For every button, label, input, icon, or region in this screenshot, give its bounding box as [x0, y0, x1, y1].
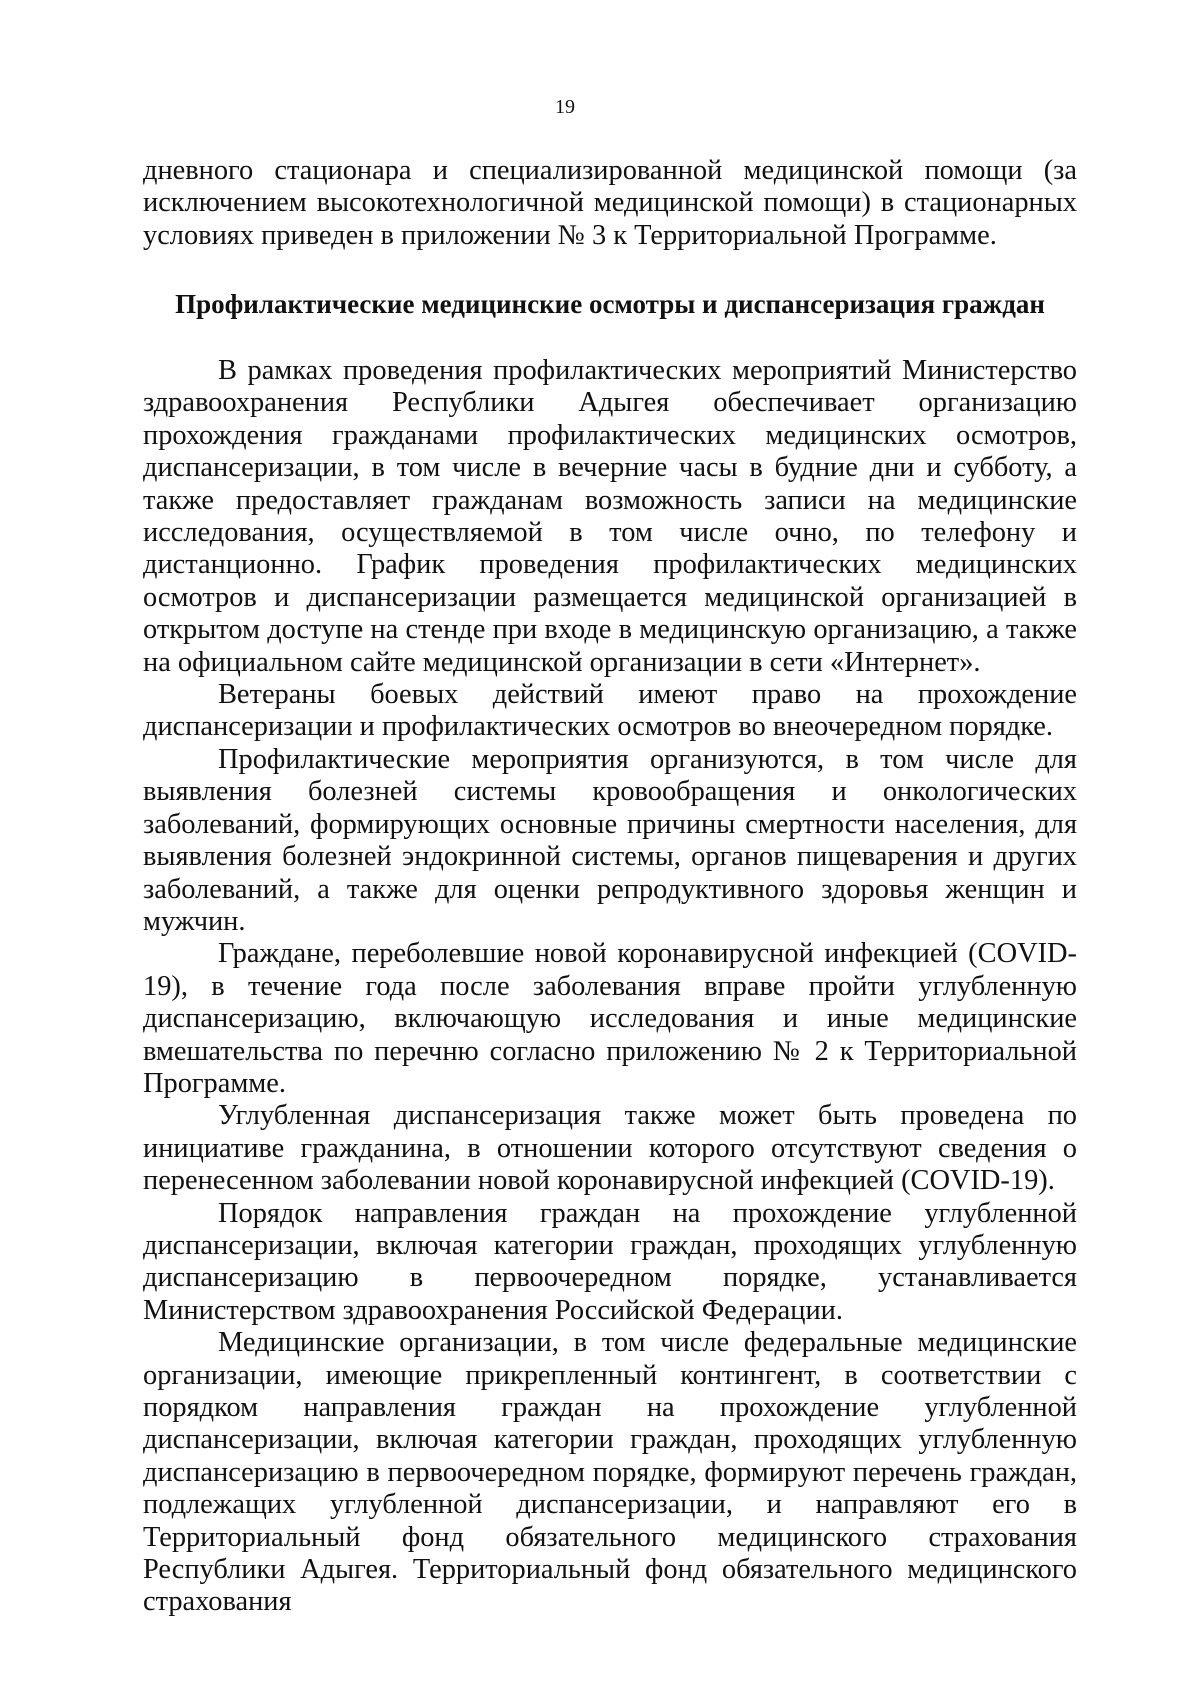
- paragraph: Медицинские организации, в том числе федеральные медицинские организации, имеющие прикрепленный контингент, в соответствии с порядком направления граждан на прохождение углубленной диспансеризации, включая категории граждан, проходящих углубленную диспансеризацию в первоочередном порядке, формируют перечень граждан, подлежащих углубленной диспансеризации, и направляют его в Территориальный фонд обязательного медицинского страхования Республики Адыгея. Территориальный фонд обязательного медицинского страхования: [143, 1327, 1077, 1618]
- section-heading: Профилактические медицинские осмотры и диспансеризация граждан: [175, 289, 1045, 319]
- paragraph: В рамках проведения профилактических мероприятий Министерство здравоохранения Республики Адыгея обеспечивает организацию прохождения гражданами профилактических медицинских осмотров, диспансеризации, в том числе в вечерние часы в будние дни и субботу, а также предоставляет гражданам возможность записи на медицинские исследования, осуществляемой в том числе очно, по телефону и дистанционно. График проведения профилактических медицинских осмотров и диспансеризации размещается медицинской организацией в открытом доступе на стенде при входе в медицинскую организацию, а также на официальном сайте медицинской организации в сети «Интернет».: [143, 355, 1077, 678]
- page-number: 19: [555, 96, 575, 118]
- section-body: [143, 355, 1077, 1619]
- paragraph: Граждане, переболевшие новой коронавирусной инфекцией (COVID-19), в течение года после заболевания вправе пройти углубленную диспансеризацию, включающую исследования и иные медицинские вмешательства по перечню согласно приложению № 2 к Территориальной Программе.: [143, 938, 1077, 1099]
- paragraph: Ветераны боевых действий имеют право на прохождение диспансеризации и профилактических осмотров во внеочередном порядке.: [143, 679, 1077, 743]
- paragraph: Порядок направления граждан на прохождение углубленной диспансеризации, включая категории граждан, проходящих углубленную диспансеризацию в первоочередном порядке, устанавливается Министерством здравоохранения Российской Федерации.: [143, 1197, 1077, 1326]
- paragraph: Профилактические мероприятия организуются, в том числе для выявления болезней системы кровообращения и онкологических заболеваний, формирующих основные причины смертности населения, для выявления болезней эндокринной системы, органов пищеварения и других заболеваний, а также для оценки репродуктивного здоровья женщин и мужчин.: [143, 743, 1077, 937]
- intro-block: [143, 155, 1077, 252]
- paragraph: Углубленная диспансеризация также может быть проведена по инициативе гражданина, в отношении которого отсутствуют сведения о перенесенном заболевании новой коронавирусной инфекцией (COVID-19).: [143, 1100, 1077, 1197]
- intro-paragraph: дневного стационара и специализированной медицинской помощи (за исключением высокотехнологичной медицинской помощи) в стационарных условиях приведен в приложении № 3 к Территориальной Программе.: [143, 155, 1077, 251]
